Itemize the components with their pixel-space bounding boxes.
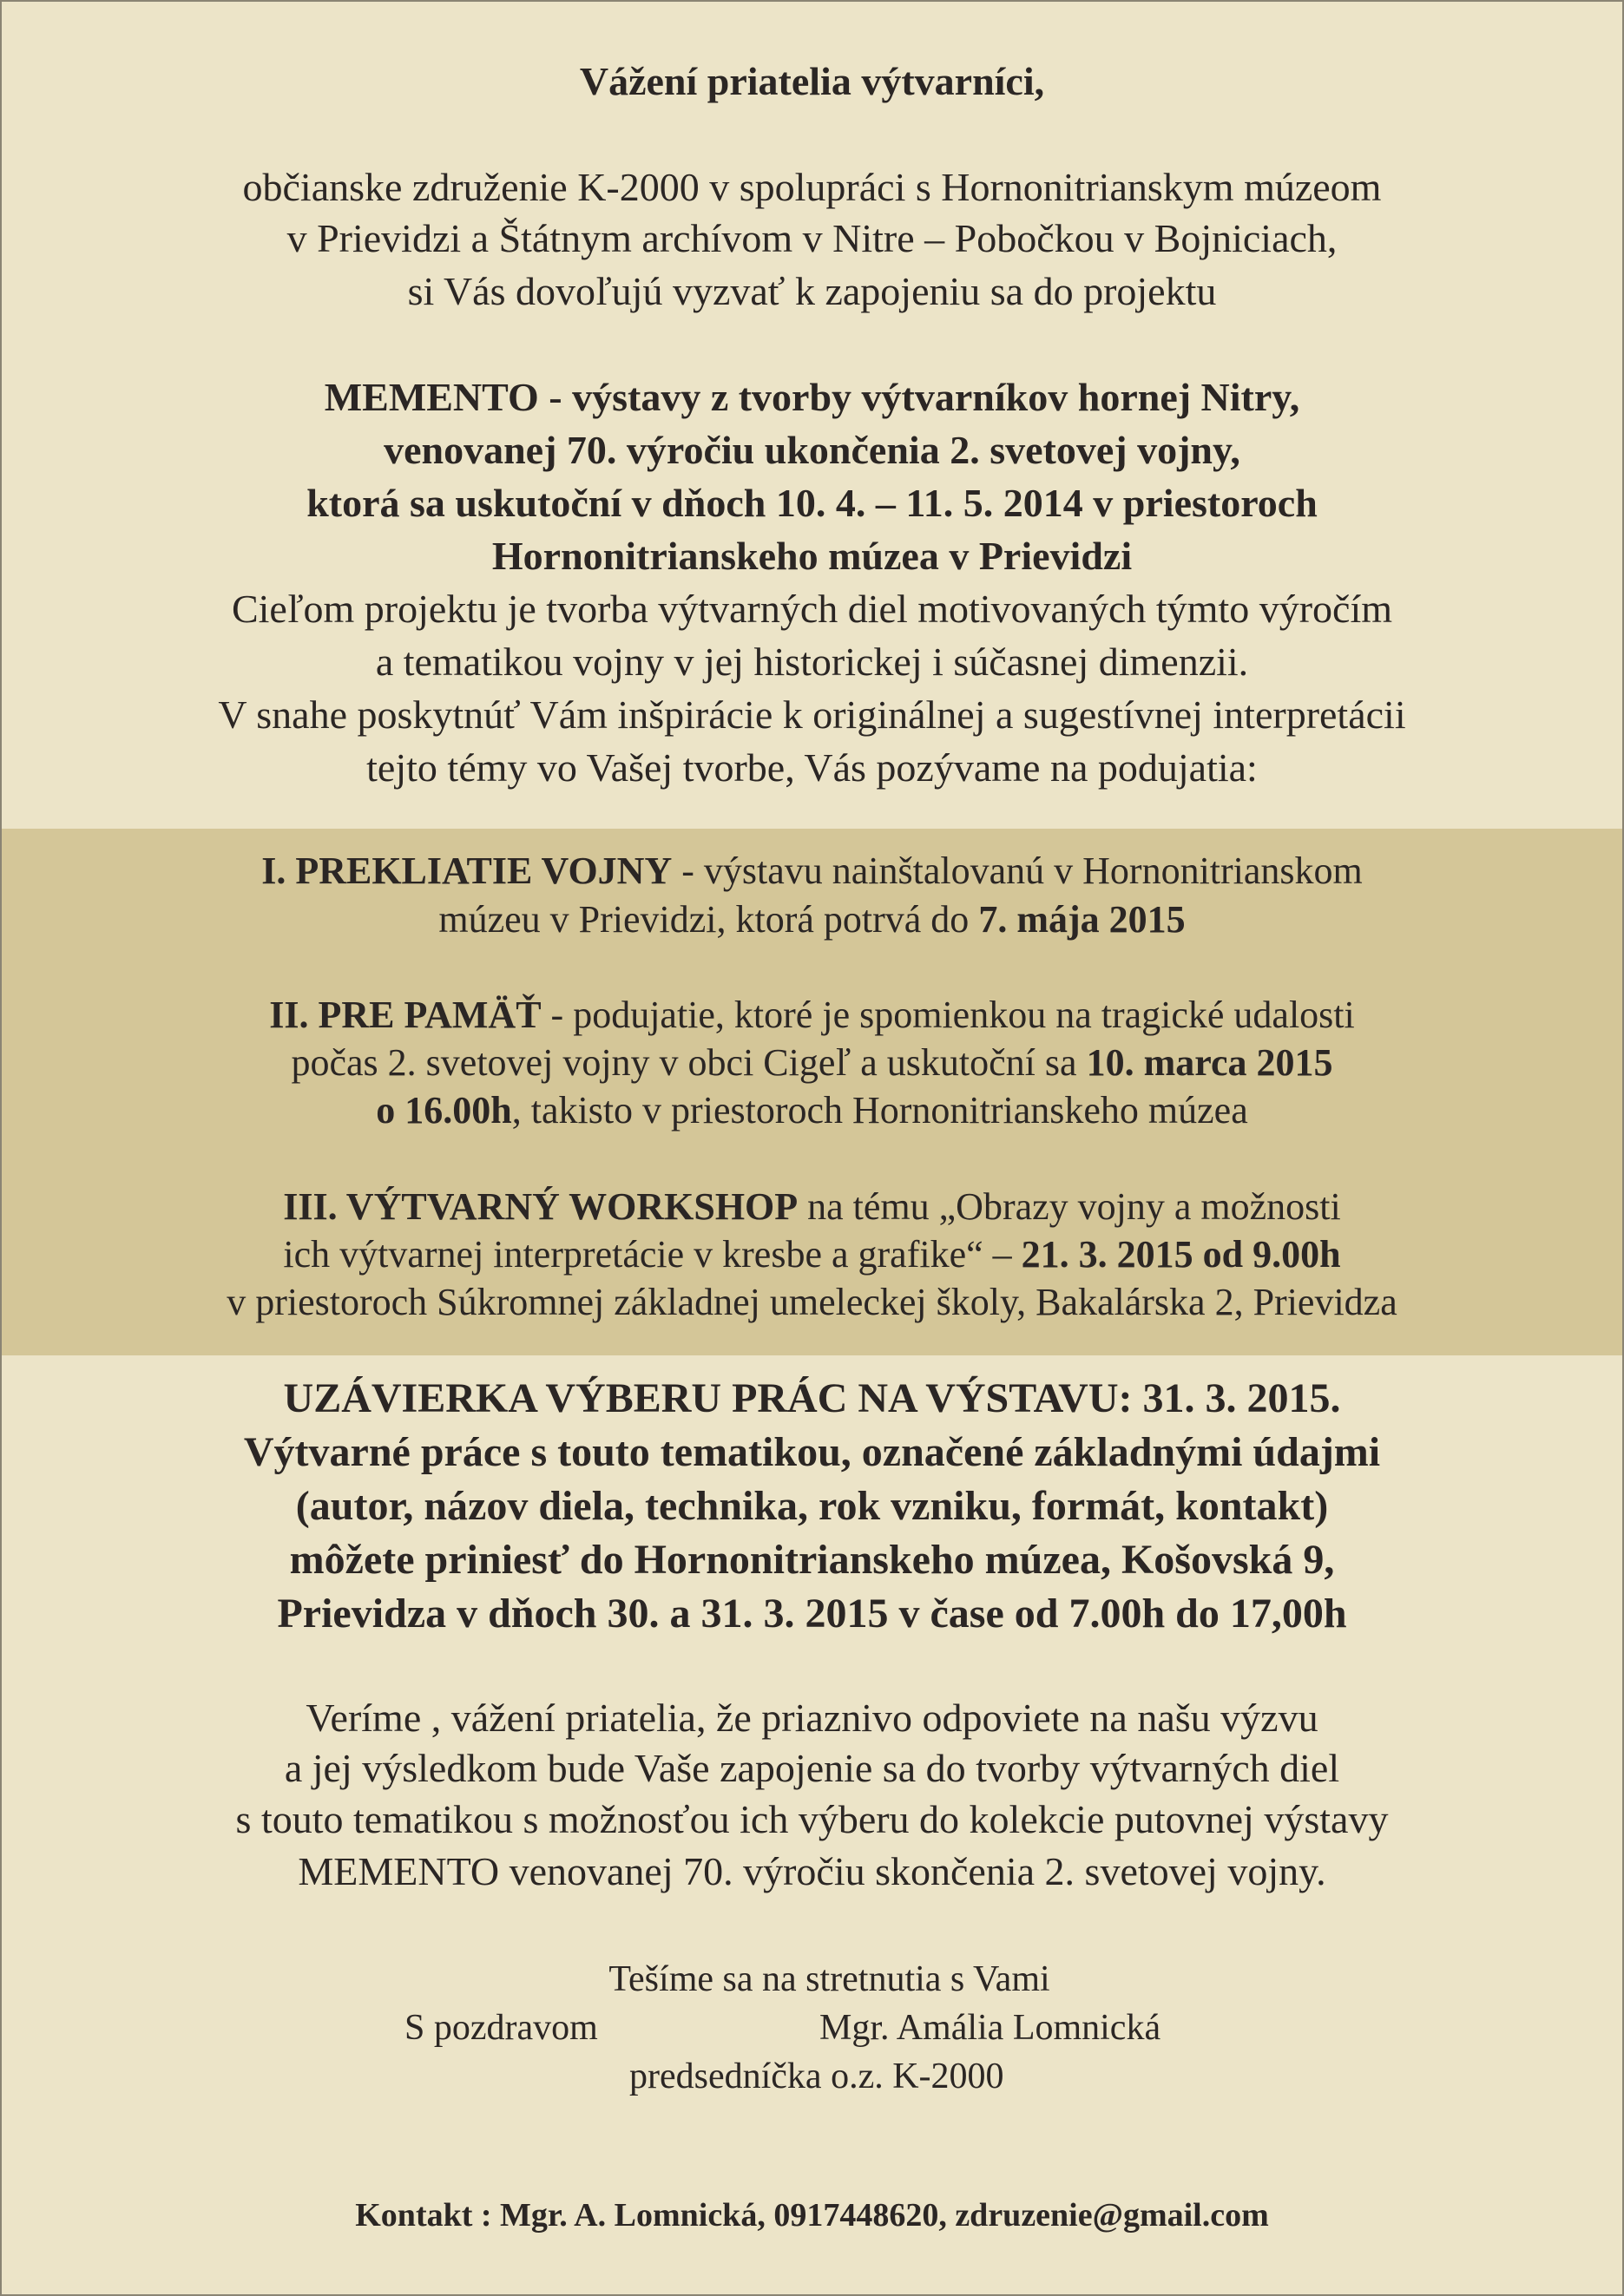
closing-line: MEMENTO venovanej 70. výročiu skončenia 2. svetovej vojny. bbox=[298, 1849, 1326, 1893]
event-3-date: 21. 3. 2015 od 9.00h bbox=[1021, 1233, 1341, 1276]
event-1-text: - výstavu nainštalovanú v Hornonitrianskom bbox=[672, 850, 1363, 892]
signoff-line: Tešíme sa na stretnutia s Vami bbox=[608, 1959, 1050, 1999]
project-line: MEMENTO - výstavy z tvorby výtvarníkov hornej Nitry, bbox=[324, 375, 1300, 419]
event-1-title: I. PREKLIATIE VOJNY bbox=[261, 850, 673, 892]
closing-line: a jej výsledkom bude Vaše zapojenie sa do tvorby výtvarných diel bbox=[284, 1746, 1340, 1790]
event-1-line-2 bbox=[2, 898, 1622, 941]
event-1-line-1 bbox=[2, 852, 1622, 890]
contact-line: Kontakt : Mgr. A. Lomnická, 0917448620, zdruzenie@gmail.com bbox=[355, 2197, 1269, 2234]
event-3-text: ich výtvarnej interpretácie v kresbe a grafike“ – bbox=[283, 1233, 1022, 1276]
event-2-title: II. PRE PAMÄŤ bbox=[269, 994, 542, 1036]
event-2-date: 10. marca 2015 bbox=[1086, 1041, 1333, 1084]
event-2-line-1 bbox=[2, 996, 1622, 1034]
goal-line: tejto témy vo Vašej tvorbe, Vás pozývame na podujatia: bbox=[366, 745, 1258, 790]
event-2-line-3 bbox=[2, 1089, 1622, 1132]
deadline-line: Výtvarné práce s touto tematikou, označené základnými údajmi bbox=[243, 1429, 1381, 1475]
signoff-greeting: S pozdravom bbox=[404, 2008, 598, 2048]
closing-line: Veríme , vážení priatelia, že priaznivo odpoviete na našu výzvu bbox=[306, 1696, 1318, 1740]
closing-line: s touto tematikou s možnosťou ich výberu do kolekcie putovnej výstavy bbox=[235, 1797, 1389, 1841]
project-line: ktorá sa uskutoční v dňoch 10. 4. – 11. 5. 2014 v priestoroch bbox=[306, 481, 1318, 525]
event-3-line-1 bbox=[2, 1185, 1622, 1228]
event-1-date: 7. mája 2015 bbox=[978, 898, 1186, 941]
event-3-line-3: v priestoroch Súkromnej základnej umeleckej školy, Bakalárska 2, Prievidza bbox=[227, 1281, 1397, 1323]
goal-line: V snahe poskytnúť Vám inšpirácie k originálnej a sugestívnej interpretácii bbox=[218, 692, 1406, 737]
event-2-time: o 16.00h bbox=[376, 1089, 512, 1132]
intro-line: si Vás dovoľujú vyzvať k zapojeniu sa do projektu bbox=[407, 269, 1217, 313]
signoff-name: Mgr. Amália Lomnická bbox=[819, 2008, 1161, 2048]
event-1-text: múzeu v Prievidzi, ktorá potrvá do bbox=[438, 898, 979, 941]
goal-line: Cieľom projektu je tvorba výtvarných diel motivovaných týmto výročím bbox=[231, 587, 1393, 631]
intro-line: občianske združenie K-2000 v spolupráci s Hornonitrianskym múzeom bbox=[242, 165, 1382, 209]
greeting-heading: Vážení priatelia výtvarníci, bbox=[579, 59, 1045, 103]
event-2-text: - podujatie, ktoré je spomienkou na tragické udalosti bbox=[541, 994, 1355, 1036]
event-3-title: III. VÝTVARNÝ WORKSHOP bbox=[283, 1185, 799, 1228]
deadline-line: (autor, názov diela, technika, rok vzniku, formát, kontakt) bbox=[295, 1483, 1329, 1529]
deadline-line: môžete priniesť do Hornonitrianskeho múzea, Košovská 9, bbox=[289, 1537, 1335, 1583]
event-2-text: , takisto v priestoroch Hornonitrianskeho múzea bbox=[511, 1089, 1248, 1132]
event-3-line-2 bbox=[2, 1233, 1622, 1276]
event-2-line-2 bbox=[2, 1041, 1622, 1084]
project-line: venovanej 70. výročiu ukončenia 2. svetovej vojny, bbox=[384, 428, 1240, 472]
signoff-role: predsedníčka o.z. K-2000 bbox=[629, 2057, 1004, 2096]
deadline-heading: UZÁVIERKA VÝBERU PRÁC NA VÝSTAVU: 31. 3. 2015. bbox=[283, 1375, 1341, 1421]
intro-line: v Prievidzi a Štátnym archívom v Nitre – Pobočkou v Bojniciach, bbox=[286, 216, 1338, 260]
event-3-text: na tému „Obrazy vojny a možnosti bbox=[798, 1185, 1341, 1228]
goal-line: a tematikou vojny v jej historickej i súčasnej dimenzii. bbox=[375, 640, 1249, 684]
event-2-text: počas 2. svetovej vojny v obci Cigeľ a uskutoční sa bbox=[291, 1041, 1087, 1084]
deadline-line: Prievidza v dňoch 30. a 31. 3. 2015 v čase od 7.00h do 17,00h bbox=[277, 1591, 1347, 1637]
project-line: Hornonitrianskeho múzea v Prievidzi bbox=[491, 534, 1133, 578]
